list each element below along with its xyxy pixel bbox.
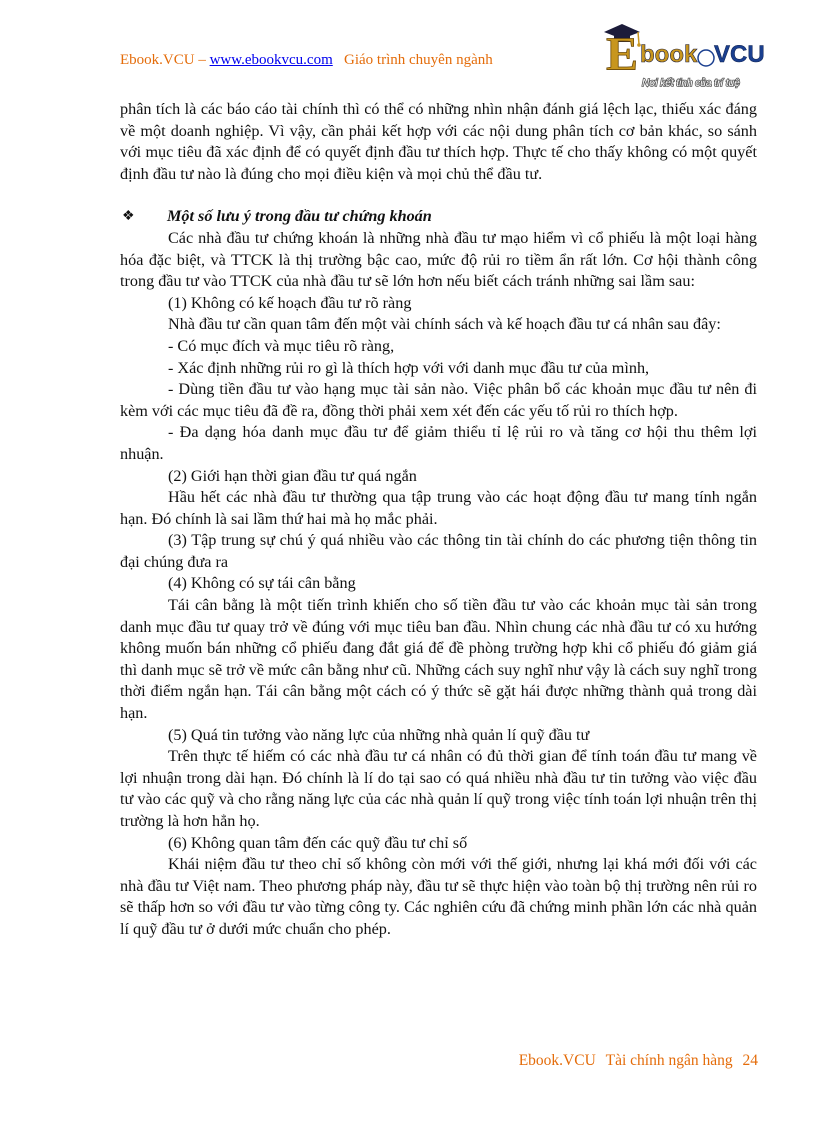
ebook-vcu-logo [600, 20, 780, 92]
logo-tagline: Nơi kết tinh của trí tuệ [642, 78, 740, 89]
header-subtitle: Giáo trình chuyên ngành [344, 52, 493, 68]
paragraph: Hầu hết các nhà đầu tư thường qua tập trung vào các hoạt động đầu tư mang tính ngắn hạn. Đó chính là sai lầm thứ hai mà họ mắc phải. [120, 488, 757, 528]
spacer [120, 185, 757, 206]
footer-brand: Ebook.VCU [518, 1052, 596, 1069]
logo-swirl-icon [698, 50, 714, 66]
dash-item: - Có mục đích và mục tiêu rõ ràng, [168, 336, 395, 355]
page-footer [519, 1052, 758, 1070]
logo-letter-e: E [606, 28, 639, 81]
header-brand: Ebook.VCU [120, 52, 195, 68]
diamond-bullet-icon: ❖ [122, 209, 135, 225]
logo-word-book: book [640, 41, 698, 68]
section-heading-text: Một số lưu ý trong đầu tư chứng khoán [167, 207, 432, 226]
dash-item: - Đa dạng hóa danh mục đầu tư để giảm thiểu tỉ lệ rủi ro và tăng cơ hội thu thêm lợi nhuận. [120, 423, 757, 463]
document-body [120, 99, 757, 941]
list-item-heading: (4) Không có sự tái cân bằng [168, 574, 356, 593]
paragraph: Trên thực tế hiếm có các nhà đầu tư cá nhân có đủ thời gian để tính toán đầu tư mang về lợi nhuận trong dài hạn. Đó chính là lí do tại sao có quá nhiều nhà đầu tư tin tưởng vào việc đầu tư vào các quỹ và cho rằng năng lực của các nhà quản lí quỹ trong việc tính toán lợi nhuận trên thị trường là hơn hẳn họ. [120, 747, 757, 830]
paragraph: Nhà đầu tư cần quan tâm đến một vài chính sách và kế hoạch đầu tư cá nhân sau đây: [168, 315, 721, 334]
list-item-heading: (5) Quá tin tưởng vào năng lực của những nhà quản lí quỹ đầu tư [168, 725, 590, 744]
list-item-heading: (3) Tập trung sự chú ý quá nhiều vào các thông tin tài chính do các phương tiện thông tin đại chúng đưa ra [120, 531, 757, 571]
dash-item: - Dùng tiền đầu tư vào hạng mục tài sản nào. Việc phân bổ các khoản mục đầu tư nên đi kèm với các mục tiêu đã đề ra, đồng thời phải xem xét đến các yếu tố rủi ro thích hợp. [120, 380, 757, 420]
header-site-link[interactable]: www.ebookvcu.com [209, 52, 333, 68]
list-item-heading: (2) Giới hạn thời gian đầu tư quá ngắn [168, 466, 417, 485]
page-header [120, 52, 493, 69]
header-dash: – [198, 52, 206, 68]
dash-item: - Xác định những rủi ro gì là thích hợp với với danh mục đầu tư của mình, [168, 358, 650, 377]
list-item-heading: (1) Không có kế hoạch đầu tư rõ ràng [168, 293, 412, 312]
page-number: 24 [742, 1052, 758, 1069]
logo-word-vcu: VCU [714, 41, 765, 68]
paragraph: Khái niệm đầu tư theo chỉ số không còn mới với thế giới, nhưng lại khá mới đối với các nhà đầu tư Việt nam. Theo phương pháp này, đầu tư sẽ thực hiện vào toàn bộ thị trường nên rủi ro sẽ thấp hơn so với đầu tư vào từng công ty. Các nghiên cứu đã chứng minh phần lớn các nhà quản lí quỹ đầu tư ở dưới mức chuẩn cho phép. [120, 855, 757, 938]
list-item-heading: (6) Không quan tâm đến các quỹ đầu tư chỉ số [168, 833, 468, 852]
section-heading [120, 206, 757, 228]
intro-paragraph: phân tích là các báo cáo tài chính thì có thể có những nhìn nhận đánh giá lệch lạc, thiếu xác đáng về một doanh nghiệp. Vì vậy, cần phải kết hợp với các nội dung phân tích cơ bản khác, so sánh với mục tiêu đã xác định để có quyết định đầu tư thích hợp. Thực tế cho thấy không có một quyết định đầu tư nào là đúng cho mọi điều kiện và mọi chủ thể đầu tư. [120, 100, 757, 183]
paragraph: Các nhà đầu tư chứng khoán là những nhà đầu tư mạo hiểm vì cổ phiếu là một loại hàng hóa đặc biệt, và TTCK là thị trường bậc cao, mức độ rủi ro tiềm ẩn rất lớn. Cơ hội thành công trong đầu tư vào TTCK của nhà đầu tư sẽ lớn hơn nếu biết cách tránh những sai lầm sau: [120, 228, 757, 291]
paragraph: Tái cân bằng là một tiến trình khiến cho số tiền đầu tư vào các khoản mục tài sản trong danh mục đầu tư quay trở về đúng với mục tiêu ban đầu. Nhìn chung các nhà đầu tư có xu hướng không muốn bán những cổ phiếu đang đắt giá để đề phòng trường hợp khi cổ phiếu đó giảm giá thì danh mục sẽ trở về mức cân bằng như cũ. Những cách suy nghĩ như vậy là cách suy nghĩ trong thời điểm ngắn hạn. Tái cân bằng một cách có ý thức sẽ gặt hái được những thành quả trong dài hạn. [120, 596, 757, 723]
footer-section: Tài chính ngân hàng [605, 1052, 733, 1069]
